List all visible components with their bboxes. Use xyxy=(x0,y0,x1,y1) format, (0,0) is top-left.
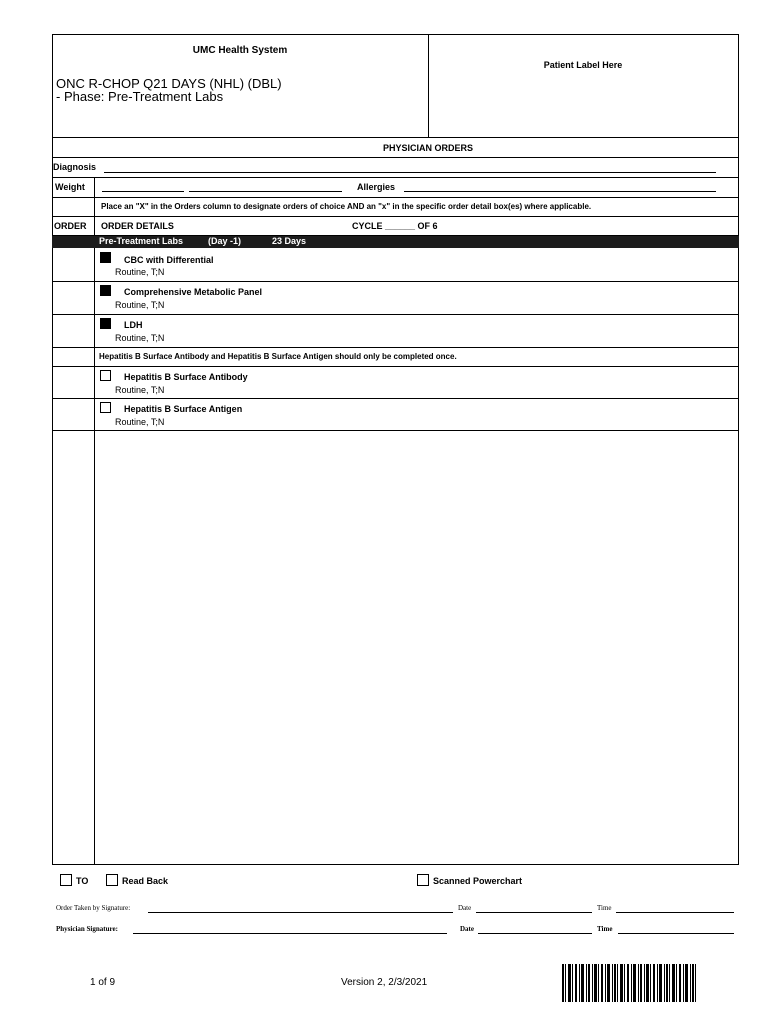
diagnosis-label: Diagnosis xyxy=(53,162,97,172)
frame-right xyxy=(738,34,739,864)
order-checkbox-cmp[interactable] xyxy=(100,285,111,296)
barcode-image xyxy=(562,964,696,1002)
order-taken-date-label: Date xyxy=(458,904,472,912)
section-title: PHYSICIAN ORDERS xyxy=(382,143,473,153)
order-checkbox-ldh[interactable] xyxy=(100,318,111,329)
weight-field-2[interactable] xyxy=(189,191,342,192)
weight-field[interactable] xyxy=(102,191,184,192)
order-name-ldh: LDH xyxy=(124,320,143,330)
order-detail-cbc: Routine, T;N xyxy=(115,267,165,277)
diagnosis-field[interactable] xyxy=(104,172,716,173)
patient-label-area: Patient Label Here xyxy=(543,60,623,70)
order-detail-ldh: Routine, T;N xyxy=(115,333,165,343)
order-detail-cmp: Routine, T;N xyxy=(115,300,165,310)
page-number: 1 of 9 xyxy=(90,977,116,988)
instruction-text: Place an "X" in the Orders column to designate orders of choice AND an "x" in the specific order detail box(es) where applicable. xyxy=(101,202,592,211)
rule xyxy=(52,366,738,367)
group-label: Pre-Treatment Labs xyxy=(99,236,184,246)
allergies-label: Allergies xyxy=(357,182,396,192)
group-header-bar xyxy=(52,236,739,248)
form-title: ONC R-CHOP Q21 DAYS (NHL) (DBL) xyxy=(56,76,282,91)
read-back-checkbox[interactable] xyxy=(106,874,118,886)
order-name-cmp: Comprehensive Metabolic Panel xyxy=(124,287,263,297)
header-divider xyxy=(428,34,429,137)
physician-time-field[interactable] xyxy=(618,933,734,934)
rule xyxy=(52,177,738,178)
col-order-header: ORDER xyxy=(54,221,87,231)
group-day: (Day -1) xyxy=(208,236,242,246)
group-duration: 23 Days xyxy=(272,236,307,246)
order-taken-time-label: Time xyxy=(597,904,612,912)
col-details-header: ORDER DETAILS xyxy=(101,221,174,231)
frame-left xyxy=(52,34,53,864)
physician-date-label: Date xyxy=(460,925,474,933)
barcode-graphic xyxy=(562,964,696,1002)
version-text: Version 2, 2/3/2021 xyxy=(341,977,428,988)
org-name: UMC Health System xyxy=(192,45,288,56)
order-checkbox-hbsab[interactable] xyxy=(100,370,111,381)
physician-time-label: Time xyxy=(597,925,613,933)
physician-signature-label: Physician Signature: xyxy=(56,925,118,933)
scanned-powerchart-checkbox[interactable] xyxy=(417,874,429,886)
order-taken-signature-field[interactable] xyxy=(148,912,453,913)
rule xyxy=(52,216,738,217)
order-name-cbc: CBC with Differential xyxy=(124,255,214,265)
weight-label: Weight xyxy=(55,182,85,192)
header-bottom-line xyxy=(52,137,738,138)
physician-date-field[interactable] xyxy=(478,933,592,934)
order-detail-hbsag: Routine, T;N xyxy=(115,417,165,427)
frame-top xyxy=(52,34,738,35)
form-phase: - Phase: Pre-Treatment Labs xyxy=(56,89,224,104)
read-back-label: Read Back xyxy=(122,876,169,886)
order-checkbox-hbsag[interactable] xyxy=(100,402,111,413)
rule xyxy=(52,347,738,348)
physician-signature-field[interactable] xyxy=(133,933,447,934)
rule xyxy=(52,281,738,282)
frame-bottom xyxy=(52,864,739,865)
scanned-powerchart-label: Scanned Powerchart xyxy=(433,876,523,886)
cycle-label: CYCLE ______ OF 6 xyxy=(352,221,438,231)
to-label: TO xyxy=(76,876,89,886)
order-name-hbsab: Hepatitis B Surface Antibody xyxy=(124,372,248,382)
allergies-field[interactable] xyxy=(404,191,716,192)
order-taken-label: Order Taken by Signature: xyxy=(56,904,131,912)
rule xyxy=(52,398,738,399)
order-detail-hbsab: Routine, T;N xyxy=(115,385,165,395)
rule xyxy=(52,197,738,198)
order-checkbox-cbc[interactable] xyxy=(100,252,111,263)
order-taken-date-field[interactable] xyxy=(476,912,592,913)
rule xyxy=(52,430,738,431)
hepatitis-note: Hepatitis B Surface Antibody and Hepatitis B Surface Antigen should only be completed once. xyxy=(99,352,457,361)
order-name-hbsag: Hepatitis B Surface Antigen xyxy=(124,404,243,414)
rule xyxy=(52,314,738,315)
order-taken-time-field[interactable] xyxy=(616,912,734,913)
rule xyxy=(52,157,738,158)
to-checkbox[interactable] xyxy=(60,874,72,886)
